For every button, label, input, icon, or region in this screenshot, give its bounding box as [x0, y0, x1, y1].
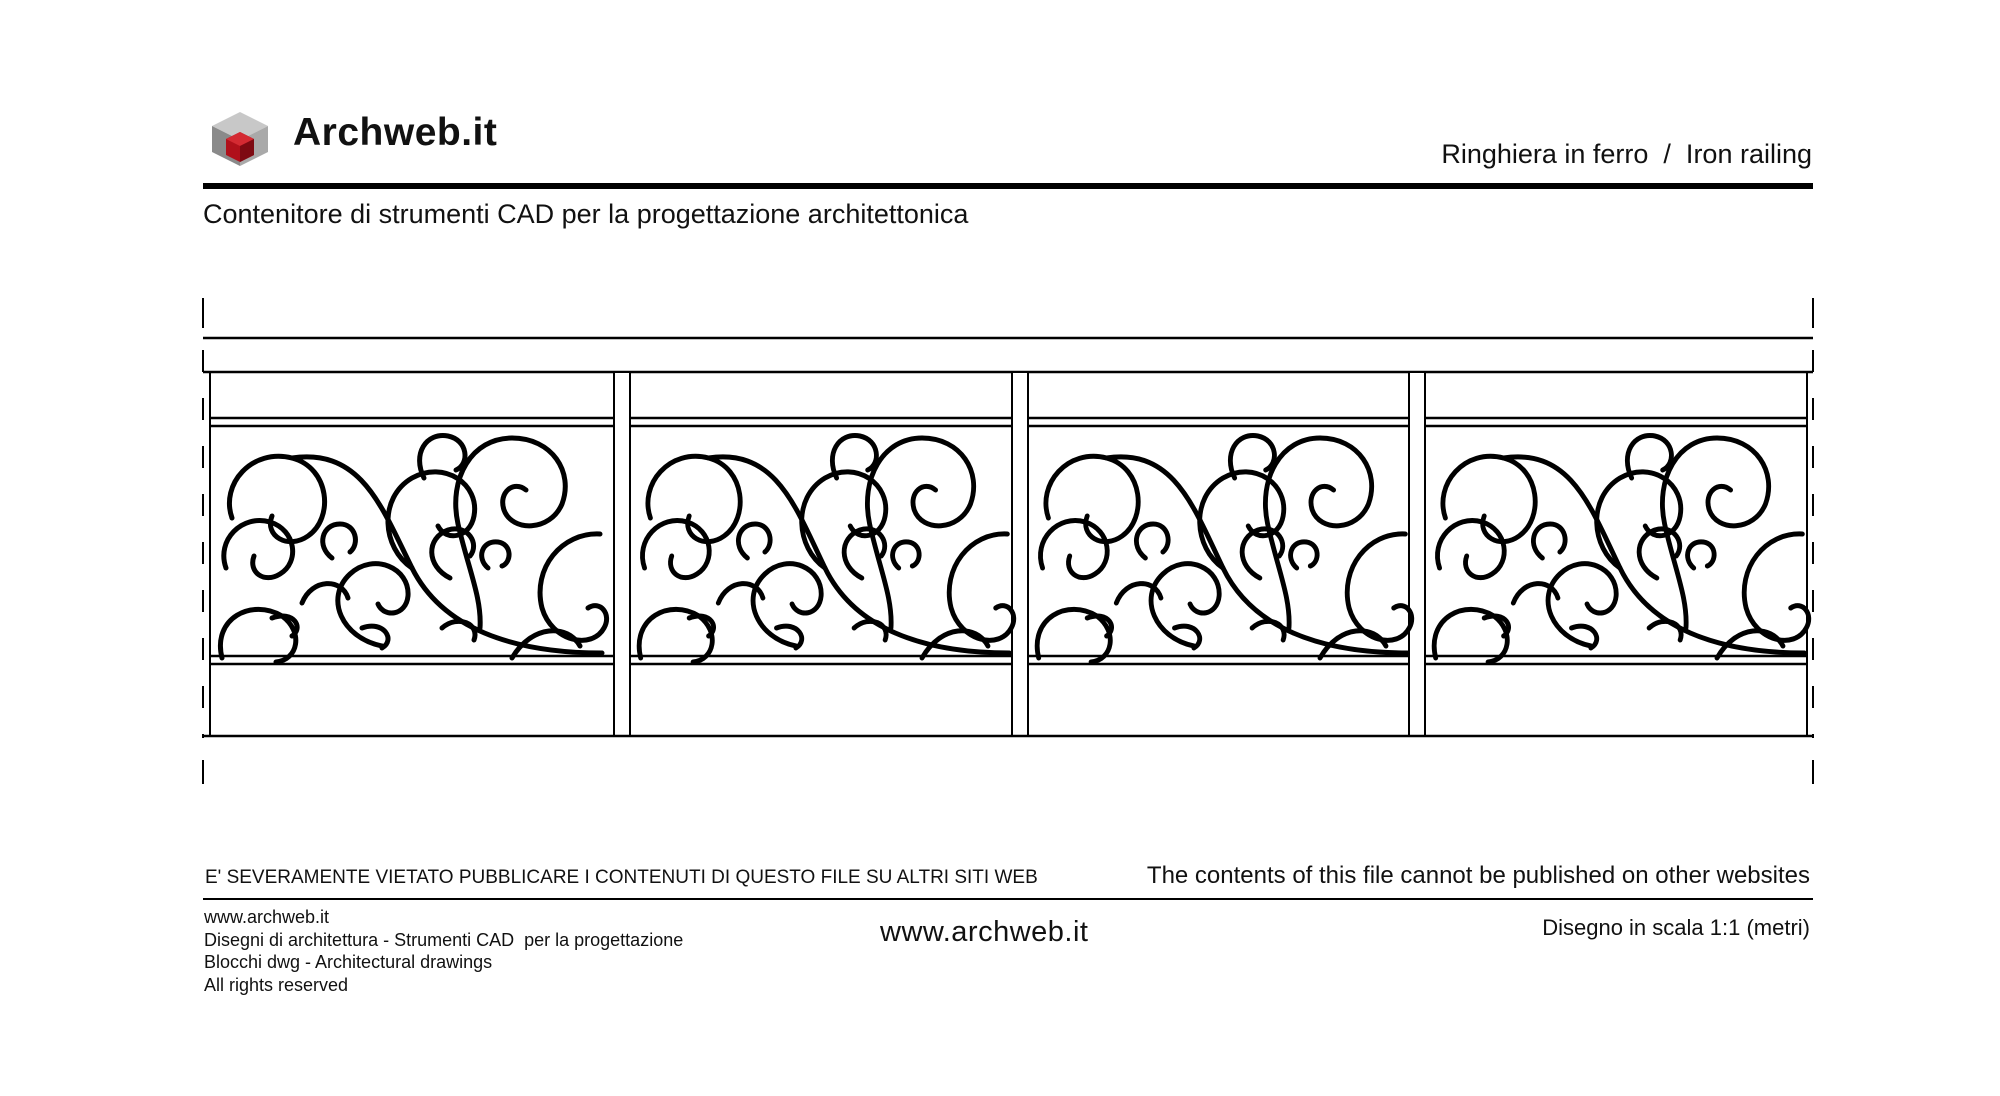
tagline: Contenitore di strumenti CAD per la progettazione architettonica: [203, 199, 969, 229]
footer-line: www.archweb.it: [204, 907, 330, 927]
railing-panel: [1028, 418, 1412, 664]
railing-post: [1409, 372, 1425, 736]
warning-italian: E' SEVERAMENTE VIETATO PUBBLICARE I CONTENUTI DI QUESTO FILE SU ALTRI SITI WEB: [205, 867, 1038, 888]
footer-rule: [203, 898, 1813, 900]
railing-post: [1012, 372, 1028, 736]
scale-note: Disegno in scala 1:1 (metri): [1542, 915, 1810, 940]
drawing-title: Ringhiera in ferro / Iron railing: [1441, 139, 1812, 169]
footer-url: www.archweb.it: [880, 916, 1089, 948]
warning-english: The contents of this file cannot be published on other websites: [1146, 862, 1810, 889]
railing-panel: [211, 418, 614, 664]
footer-line: Blocchi dwg - Architectural drawings: [204, 952, 493, 972]
footer-line: All rights reserved: [204, 974, 349, 995]
railing-panel: [1425, 418, 1809, 664]
brand-name: Archweb.it: [293, 111, 498, 154]
railing-panel: [630, 418, 1014, 664]
railing-post: [614, 372, 630, 736]
footer-credits: [204, 906, 683, 996]
footer-line: Disegni di architettura - Strumenti CAD per la progettazione: [204, 929, 684, 950]
